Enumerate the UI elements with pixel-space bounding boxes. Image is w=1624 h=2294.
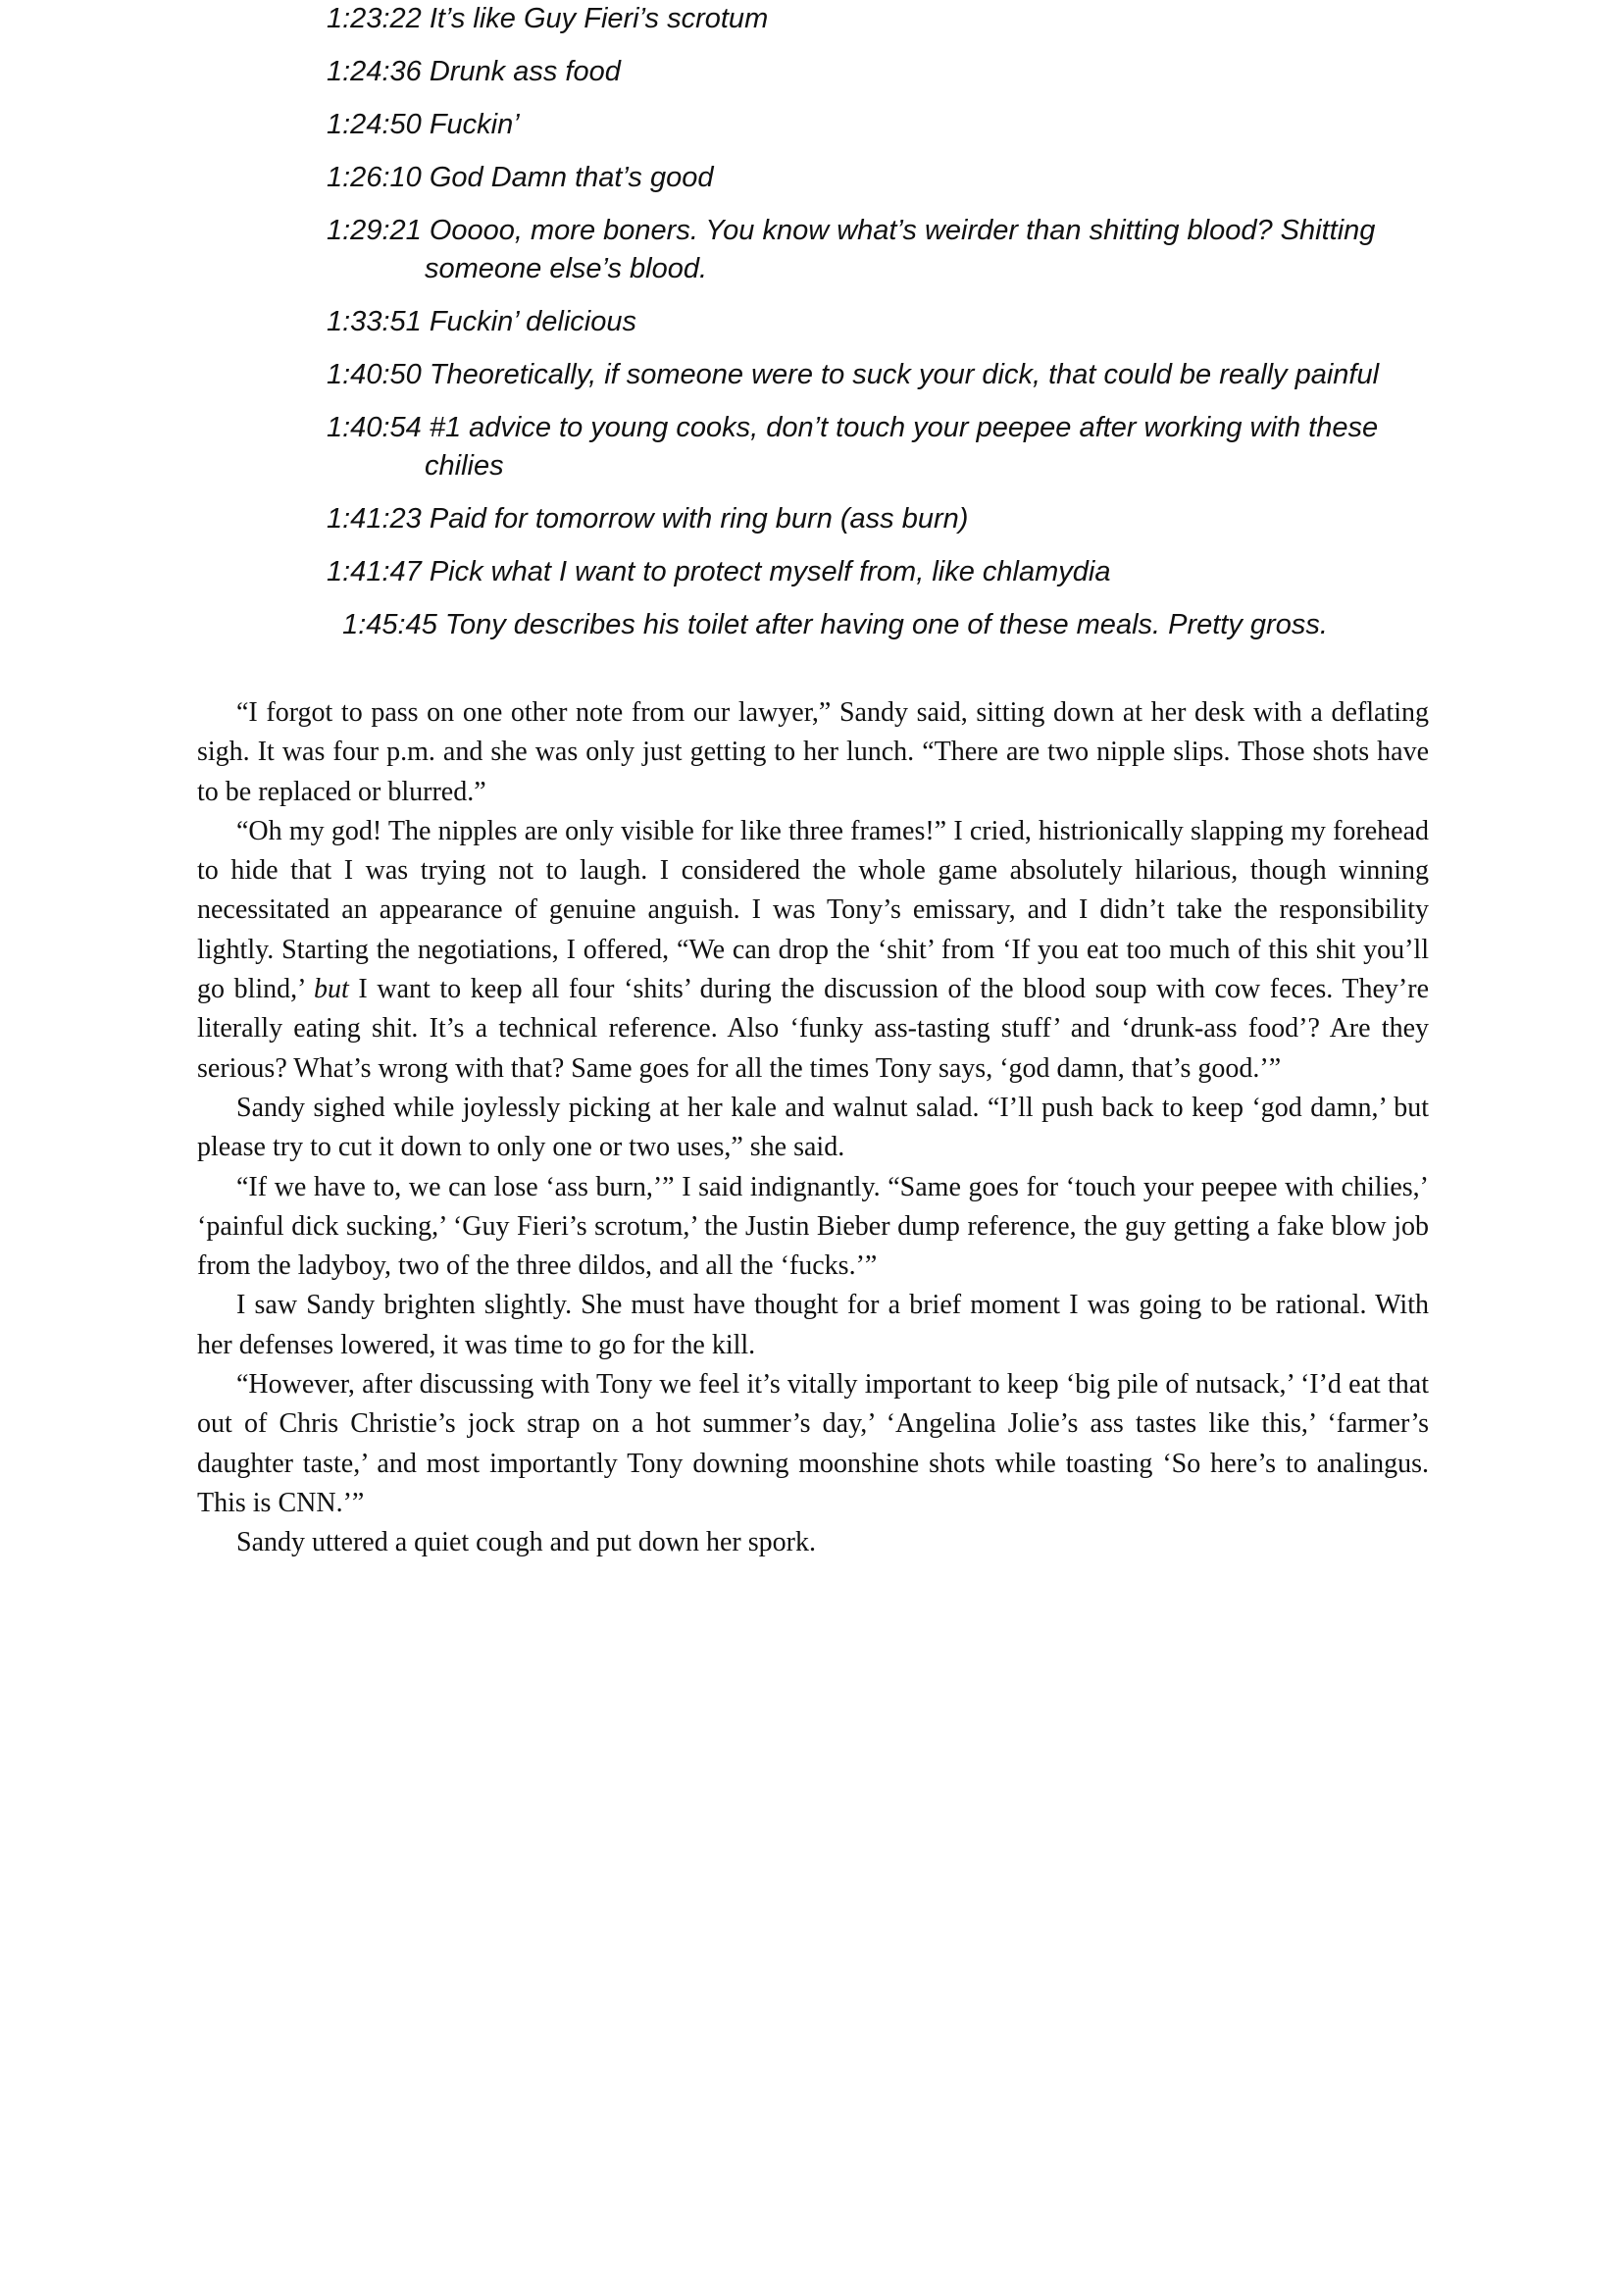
paragraph: “I forgot to pass on one other note from our lawyer,” Sandy said, sitting down at her desk with a deflating sigh. It was four p.m. and she was only just getting to her lunch. “There are two nipple slips. Those shots have to be replaced or blurred.”: [197, 697, 1429, 807]
paragraph-text: “Oh my god! The nipples are only visible for like three frames!” I cried, histrionically slapping my forehead to hide that I was trying not to laugh. I considered the whole game absolutely hilarious, though winning necessitated an appearance of genuine anguish. I was Tony’s emissary, and I didn’t take the responsibility lightly. Starting the negotiations, I offered, “We can drop the ‘shit’ from ‘If you eat too much of this shit you’ll go blind,’: [197, 815, 1429, 1005]
log-time: 1:24:50: [327, 109, 422, 140]
log-text: Theoretically, if someone were to suck your dick, that could be really painful: [429, 359, 1380, 390]
log-entry: [327, 0, 1430, 38]
log-text: Fuckin’: [429, 109, 520, 140]
log-time: 1:41:23: [327, 503, 422, 535]
log-entry: [327, 212, 1430, 288]
paragraph: “However, after discussing with Tony we feel it’s vitally important to keep ‘big pile of nutsack,’ ‘I’d eat that out of Chris Christie’s jock strap on a hot summer’s day,’ ‘Angelina Jolie’s ass tastes like this,’ ‘farmer’s daughter taste,’ and most importantly Tony downing moonshine shots while toasting ‘So here’s to analingus. This is CNN.’”: [197, 1369, 1429, 1518]
log-text: Drunk ass food: [429, 56, 621, 87]
log-time: 1:40:50: [327, 359, 422, 390]
timestamp-log: [327, 0, 1430, 659]
log-text: It’s like Guy Fieri’s scrotum: [429, 3, 769, 34]
paragraph: [197, 812, 1429, 1089]
narrative-body: [197, 693, 1429, 1563]
log-time: 1:26:10: [327, 162, 422, 193]
log-time: 1:24:36: [327, 56, 422, 87]
paragraph: Sandy uttered a quiet cough and put down her spork.: [236, 1527, 816, 1558]
paragraph-text: I want to keep all four ‘shits’ during the discussion of the blood soup with cow feces. They’re literally eating shit. It’s a technical reference. Also ‘funky ass-tasting stuff’ and ‘drunk-ass food’? Are they serious? What’s wrong with that? Same goes for all the times Tony says, ‘god damn, that’s good.’”: [197, 974, 1429, 1084]
log-entry: [327, 356, 1430, 394]
log-entry: [327, 106, 1430, 144]
log-text: Fuckin’ delicious: [429, 306, 636, 337]
log-time: 1:40:54: [327, 412, 422, 443]
log-text: God Damn that’s good: [429, 162, 714, 193]
log-entry: [327, 53, 1430, 91]
paragraph: “If we have to, we can lose ‘ass burn,’” I said indignantly. “Same goes for ‘touch your peepee with chilies,’ ‘painful dick sucking,’ ‘Guy Fieri’s scrotum,’ the Justin Bieber dump reference, the guy getting a fake blow job from the ladyboy, two of the three dildos, and all the ‘fucks.’”: [197, 1171, 1429, 1282]
paragraph: I saw Sandy brighten slightly. She must have thought for a brief moment I was going to be rational. With her defenses lowered, it was time to go for the kill.: [197, 1290, 1429, 1360]
log-entry: [327, 606, 1430, 644]
log-entry: [327, 553, 1430, 591]
log-time: 1:45:45: [342, 609, 437, 640]
log-entry: [327, 159, 1430, 197]
log-text: Tony describes his toilet after having one of these meals. Pretty gross.: [444, 609, 1328, 640]
log-entry: [327, 409, 1430, 485]
log-time: 1:33:51: [327, 306, 422, 337]
log-entry: [327, 500, 1430, 538]
log-entry: [327, 303, 1430, 341]
log-time: 1:23:22: [327, 3, 422, 34]
log-text: Paid for tomorrow with ring burn (ass burn): [429, 503, 969, 535]
log-time: 1:29:21: [327, 215, 422, 246]
log-text: Ooooo, more boners. You know what’s weirder than shitting blood? Shitting someone else’s blood.: [425, 215, 1376, 284]
log-text: Pick what I want to protect myself from, like chlamydia: [429, 556, 1111, 587]
paragraph: Sandy sighed while joylessly picking at her kale and walnut salad. “I’ll push back to keep ‘god damn,’ but please try to cut it down to only one or two uses,” she said.: [197, 1092, 1429, 1163]
log-time: 1:41:47: [327, 556, 422, 587]
log-text: #1 advice to young cooks, don’t touch your peepee after working with these chilies: [425, 412, 1379, 482]
emphasis-text: but: [314, 974, 349, 1005]
